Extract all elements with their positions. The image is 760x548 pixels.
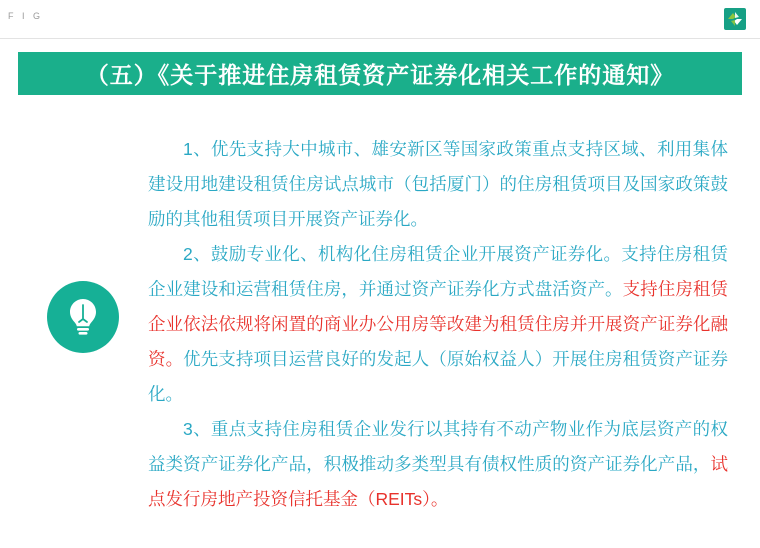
text-segment: 2、鼓励专业化、机构化住房租赁企业开展资产证券化。支持住房租赁企业建设和运营租赁住房，并通过资产证券化方式盘活资产。 bbox=[148, 244, 728, 299]
section-title-banner bbox=[18, 52, 742, 95]
page-marker-label: F I G bbox=[8, 11, 43, 21]
text-segment: 1、优先支持大中城市、雄安新区等国家政策重点支持区域、利用集体建设用地建设租赁住房试点城市（包括厦门）的住房租赁项目及国家政策鼓励的其他租赁项目开展资产证券化。 bbox=[148, 139, 728, 229]
lightbulb-icon bbox=[47, 281, 119, 353]
text-segment: 3、重点支持住房租赁企业发行以其持有不动产物业作为底层资产的权益类资产证券化产品，积极推动多类型具有债权性质的资产证券化产品， bbox=[148, 419, 728, 474]
page-title: （五）《关于推进住房租赁资产证券化相关工作的通知》 bbox=[85, 62, 675, 88]
text-segment: 支持住房租赁企业依法依规将闲置的商业办公用房等改建为租赁住房并开展资产证券化融资。 bbox=[148, 279, 728, 369]
company-logo-icon bbox=[724, 8, 746, 30]
document-body bbox=[148, 132, 728, 517]
paragraph-1 bbox=[148, 132, 728, 237]
paragraph-2 bbox=[148, 237, 728, 412]
text-segment: 试点发行房地产投资信托基金（REITs）。 bbox=[148, 454, 728, 509]
paragraph-3 bbox=[148, 412, 728, 517]
top-bar bbox=[0, 0, 760, 39]
text-segment: 优先支持项目运营良好的发起人（原始权益人）开展住房租赁资产证券化。 bbox=[148, 349, 728, 404]
